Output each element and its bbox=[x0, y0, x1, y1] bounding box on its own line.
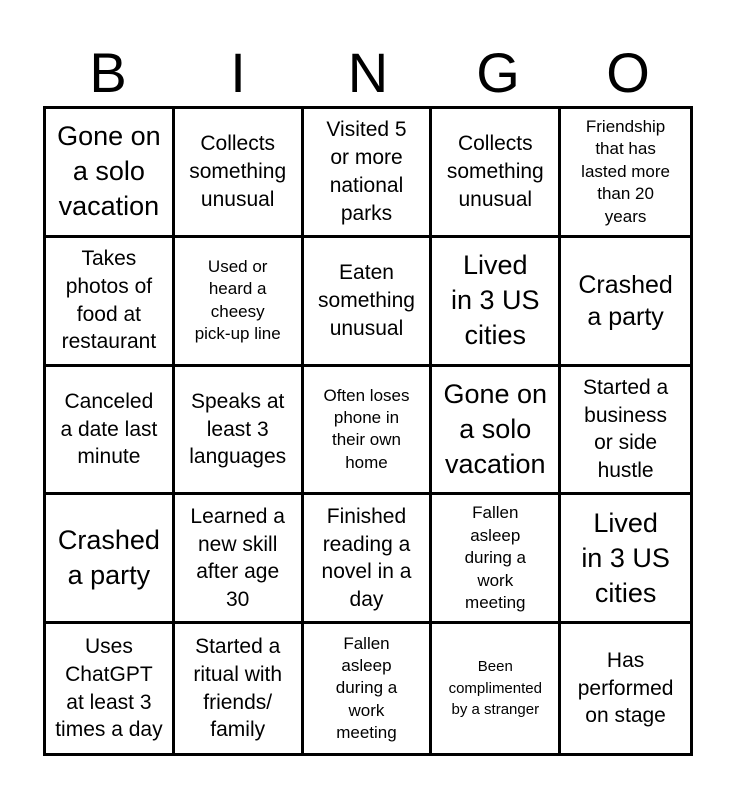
bingo-cell-r4-c2[interactable]: Learned a new skill after age 30 bbox=[175, 495, 304, 624]
bingo-cell-r5-c2[interactable]: Started a ritual with friends/ family bbox=[175, 624, 304, 753]
bingo-cell-r2-c1[interactable]: Takes photos of food at restaurant bbox=[46, 238, 175, 367]
bingo-cell-r2-c4[interactable]: Lived in 3 US cities bbox=[432, 238, 561, 367]
bingo-cell-r5-c5[interactable]: Has performed on stage bbox=[577, 649, 674, 728]
bingo-cell-r1-c5[interactable]: Friendship that has lasted more than 20 years bbox=[561, 109, 690, 238]
header-letter-o: O bbox=[606, 41, 650, 104]
bingo-header bbox=[43, 38, 693, 108]
bingo-cell-r4-c5[interactable]: Lived in 3 US cities bbox=[561, 495, 690, 624]
bingo-cell-r4-c3[interactable]: Finished reading a novel in a day bbox=[304, 495, 433, 624]
bingo-cell-r2-c2[interactable]: Used or heard a cheesy pick-up line bbox=[175, 238, 304, 367]
bingo-cell-r3-c2[interactable]: Speaks at least 3 languages bbox=[175, 367, 304, 496]
bingo-cell-r2-c5[interactable]: Crashed a party bbox=[561, 238, 690, 367]
bingo-cell-r3-c1[interactable]: Canceled a date last minute bbox=[46, 367, 175, 496]
header-letter-b: B bbox=[89, 41, 127, 104]
bingo-cell-r1-c3[interactable]: Visited 5 or more national parks bbox=[304, 109, 433, 238]
bingo-cell-r1-c2[interactable]: Collects something unusual bbox=[175, 109, 304, 238]
bingo-cell-r5-c3[interactable]: Fallen asleep during a work meeting bbox=[304, 624, 433, 753]
bingo-cell-r5-c1[interactable]: Uses ChatGPT at least 3 times a day bbox=[46, 624, 175, 753]
bingo-cell-r2-c3[interactable]: Eaten something unusual bbox=[304, 238, 433, 367]
bingo-cell-r1-c4[interactable]: Collects something unusual bbox=[432, 109, 561, 238]
header-letter-i: I bbox=[230, 41, 246, 104]
bingo-cell-r5-c4[interactable]: Been complimented by a stranger bbox=[432, 624, 561, 753]
bingo-board bbox=[43, 106, 693, 756]
bingo-cell-r4-c4[interactable]: Fallen asleep during a work meeting bbox=[432, 495, 561, 624]
header-letter-n: N bbox=[347, 41, 389, 104]
header-letter-g: G bbox=[476, 41, 520, 104]
bingo-cell-r4-c1[interactable]: Crashed a party bbox=[46, 495, 175, 624]
bingo-cell-r3-c3[interactable]: Often loses phone in their own home bbox=[304, 367, 433, 496]
bingo-cell-r3-c4[interactable]: Gone on a solo vacation bbox=[432, 367, 561, 496]
bingo-cell-r3-c5[interactable]: Started a business or side hustle bbox=[561, 367, 690, 496]
bingo-cell-r1-c1[interactable]: Gone on a solo vacation bbox=[46, 109, 175, 238]
